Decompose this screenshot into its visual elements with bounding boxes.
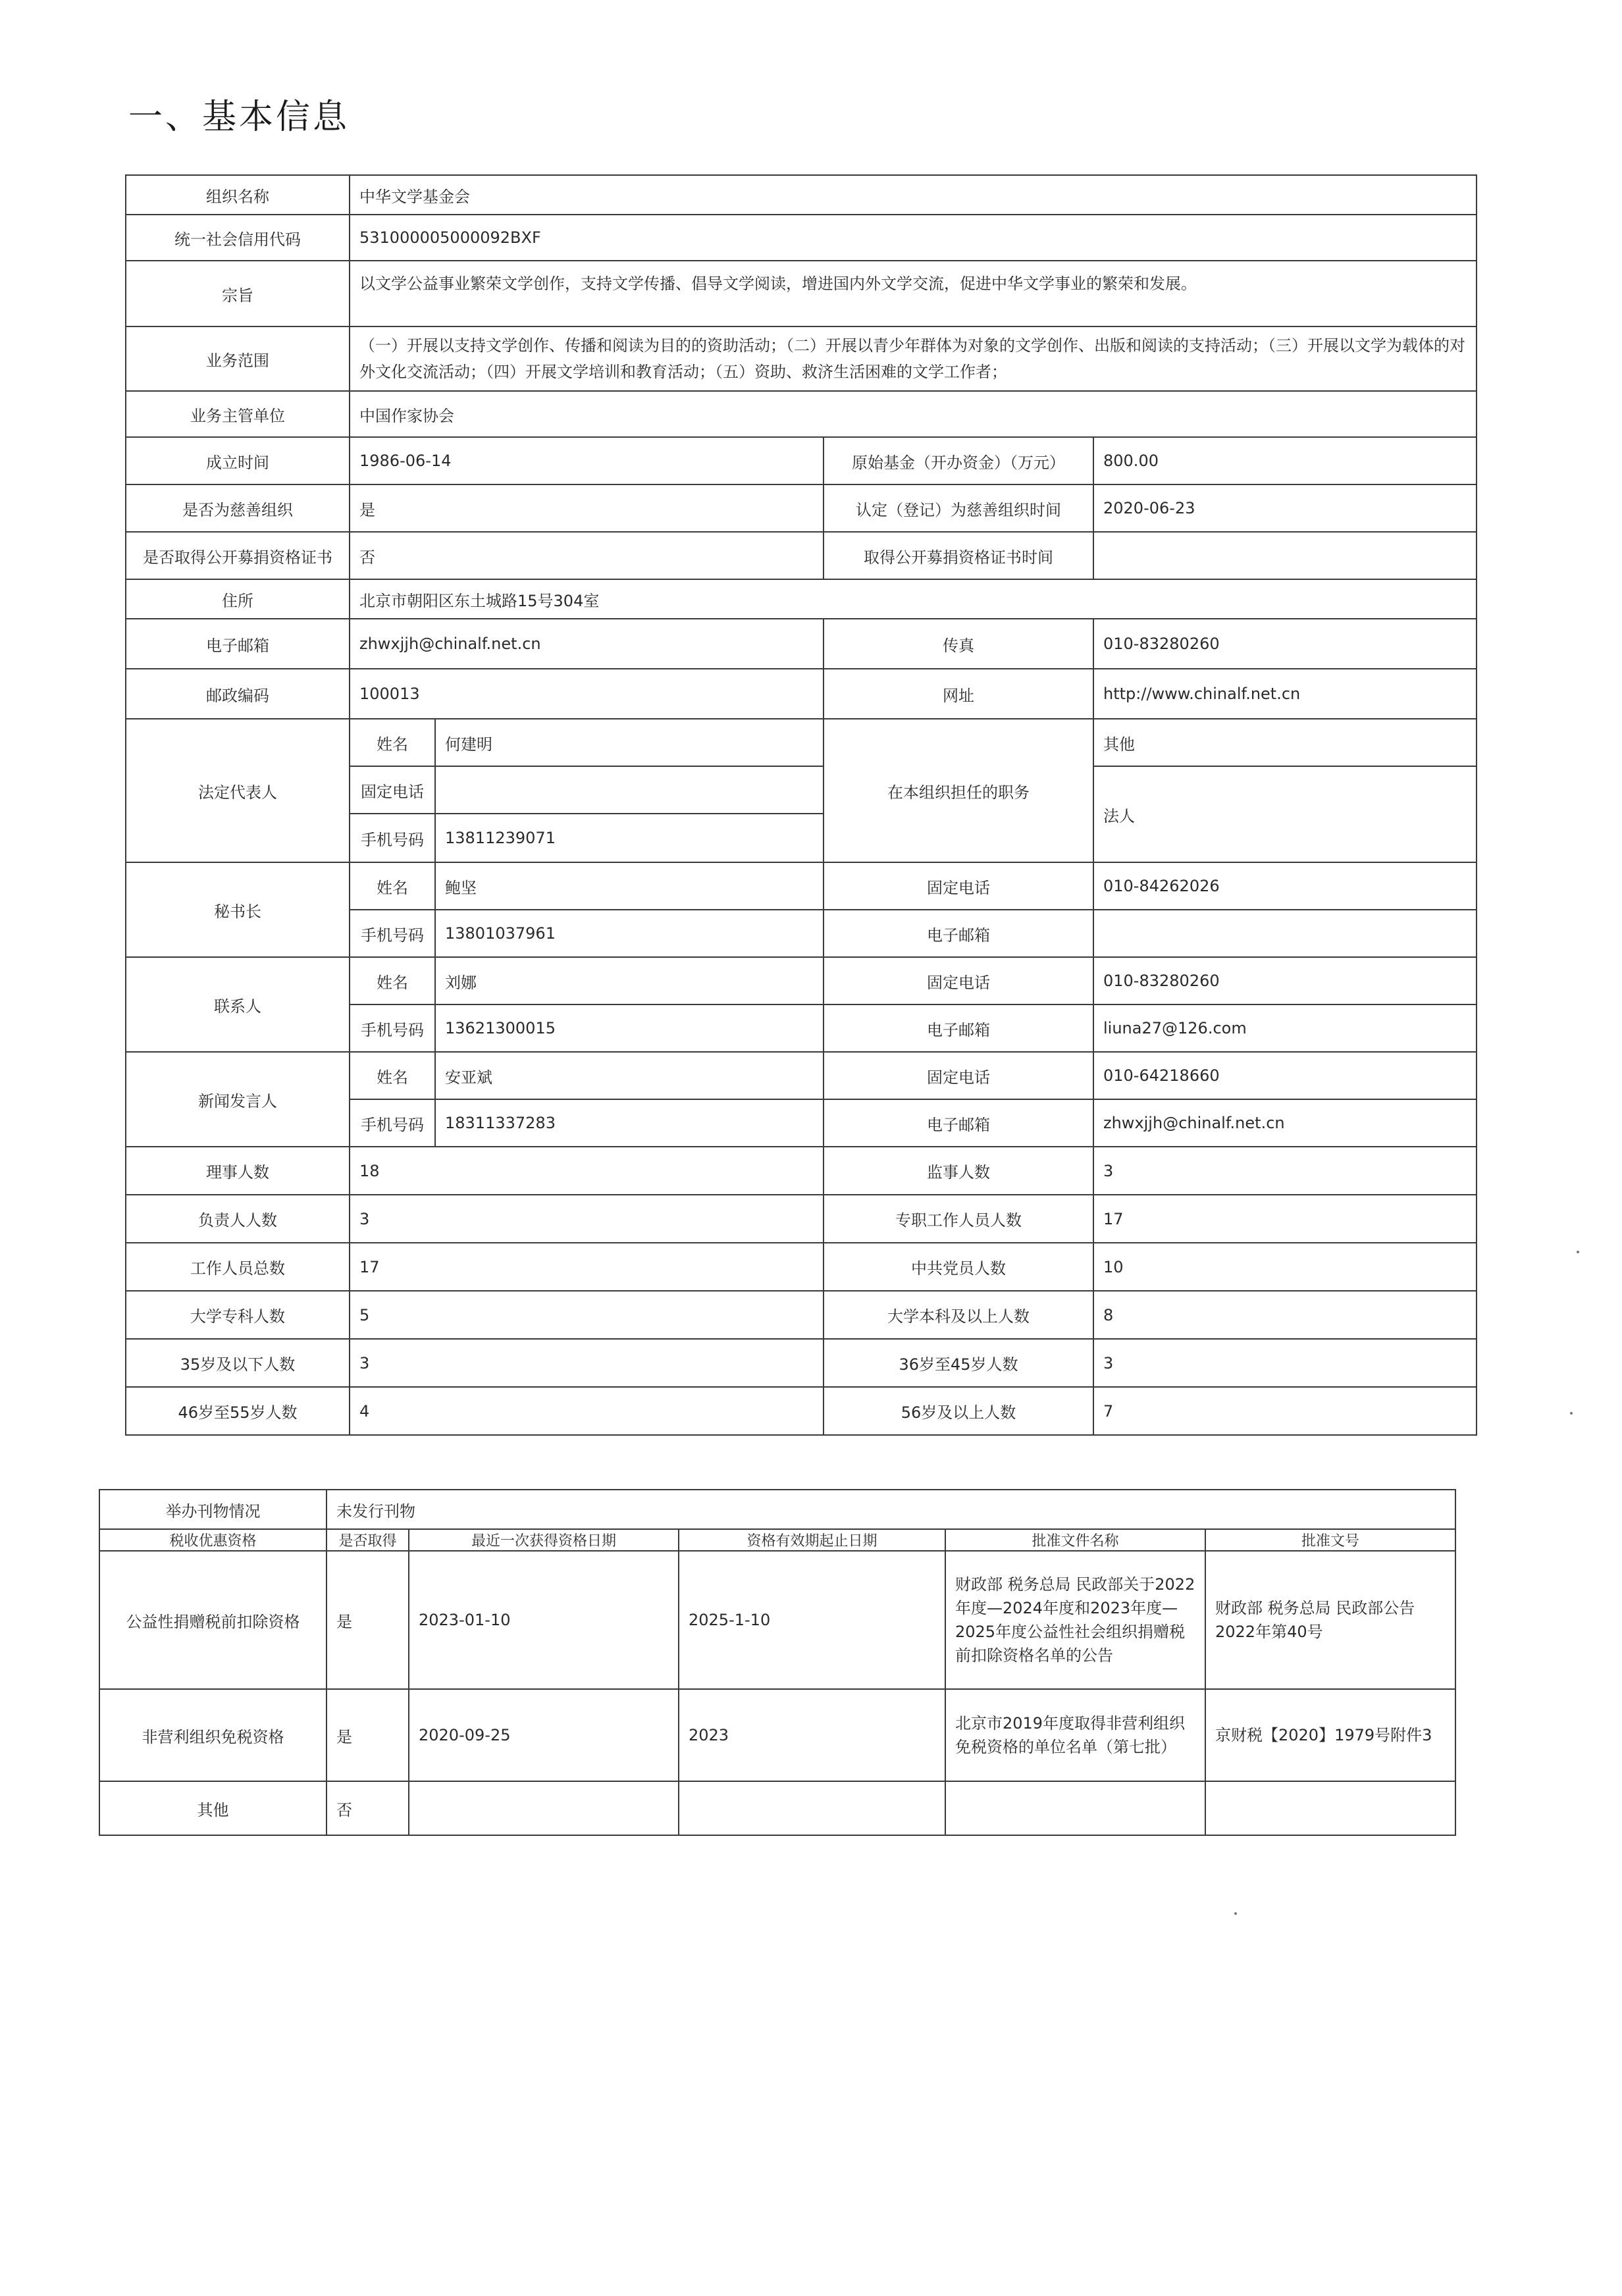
spokesperson-email-label: 电子邮箱 <box>824 1099 1093 1147</box>
address-value: 北京市朝阳区东土城路15号304室 <box>350 579 1477 619</box>
public-cert-value: 否 <box>350 532 824 579</box>
legal-rep-mobile-value: 13811239071 <box>435 814 824 862</box>
fulltime-count-value: 17 <box>1093 1195 1477 1243</box>
scope-label: 业务范围 <box>126 326 350 391</box>
address-label: 住所 <box>126 579 350 619</box>
website-label: 网址 <box>824 669 1093 719</box>
fund-label: 原始基金（开办资金）（万元） <box>824 437 1093 484</box>
tax-row-valid: 2025-1-10 <box>679 1551 945 1689</box>
spokesperson-phone-label: 固定电话 <box>824 1052 1093 1099</box>
founded-label: 成立时间 <box>126 437 350 484</box>
age35-count-value: 3 <box>350 1339 824 1387</box>
tax-row-obtained: 是 <box>327 1689 409 1781</box>
scope-value: （一）开展以支持文学创作、传播和阅读为目的的资助活动；（二）开展以青少年群体为对象的文学创作、出版和阅读的支持活动；（三）开展以文学为载体的对外文化交流活动；（四）开展文学培训和教育活动；（五）资助、救济生活困难的文学工作者； <box>350 326 1477 391</box>
fax-value: 010-83280260 <box>1093 619 1477 669</box>
bachelor-count-label: 大学本科及以上人数 <box>824 1291 1093 1339</box>
age35-count-label: 35岁及以下人数 <box>126 1339 350 1387</box>
charity-date-value: 2020-06-23 <box>1093 484 1477 532</box>
tax-row-doc: 财政部 税务总局 民政部关于2022年度—2024年度和2023年度—2025年度公益性社会组织捐赠税前扣除资格名单的公告 <box>945 1551 1205 1689</box>
legal-rep-phone-value <box>435 766 824 814</box>
email-value: zhwxjjh@chinalf.net.cn <box>350 619 824 669</box>
contact-name-value: 刘娜 <box>435 957 824 1004</box>
party-count-value: 10 <box>1093 1243 1477 1291</box>
principal-count-value: 3 <box>350 1195 824 1243</box>
secretary-phone-value: 010-84262026 <box>1093 862 1477 910</box>
table-row <box>99 1781 1455 1835</box>
legal-rep-name-label: 姓名 <box>350 719 435 766</box>
email-label: 电子邮箱 <box>126 619 350 669</box>
tax-header-number: 批准文号 <box>1205 1529 1455 1551</box>
tax-header-type: 税收优惠资格 <box>99 1529 327 1551</box>
tax-header-valid: 资格有效期起止日期 <box>679 1529 945 1551</box>
legal-rep-phone-label: 固定电话 <box>350 766 435 814</box>
website-value: http://www.chinalf.net.cn <box>1093 669 1477 719</box>
secretary-email-label: 电子邮箱 <box>824 910 1093 957</box>
tax-row-obtained: 是 <box>327 1551 409 1689</box>
public-cert-date-label: 取得公开募捐资格证书时间 <box>824 532 1093 579</box>
council-count-value: 18 <box>350 1147 824 1195</box>
legal-rep-duty-value: 法人 <box>1093 766 1477 862</box>
contact-name-label: 姓名 <box>350 957 435 1004</box>
secretary-label: 秘书长 <box>126 862 350 957</box>
charity-value: 是 <box>350 484 824 532</box>
age56-count-label: 56岁及以上人数 <box>824 1387 1093 1435</box>
fax-label: 传真 <box>824 619 1093 669</box>
principal-count-label: 负责人人数 <box>126 1195 350 1243</box>
postcode-value: 100013 <box>350 669 824 719</box>
basic-info-table <box>125 174 1477 1436</box>
tax-row-number <box>1205 1781 1455 1835</box>
table-row <box>99 1689 1455 1781</box>
purpose-value: 以文学公益事业繁荣文学创作，支持文学传播、倡导文学阅读，增进国内外文学交流，促进中华文学事业的繁荣和发展。 <box>350 261 1477 326</box>
tax-row-name: 公益性捐赠税前扣除资格 <box>99 1551 327 1689</box>
tax-row-doc <box>945 1781 1205 1835</box>
scan-speck <box>1577 1251 1579 1253</box>
secretary-email-value <box>1093 910 1477 957</box>
credit-code-label: 统一社会信用代码 <box>126 215 350 261</box>
council-count-label: 理事人数 <box>126 1147 350 1195</box>
supervisor-value: 中国作家协会 <box>350 391 1477 437</box>
party-count-label: 中共党员人数 <box>824 1243 1093 1291</box>
spokesperson-name-label: 姓名 <box>350 1052 435 1099</box>
supervisor-count-value: 3 <box>1093 1147 1477 1195</box>
founded-value: 1986-06-14 <box>350 437 824 484</box>
postcode-label: 邮政编码 <box>126 669 350 719</box>
tax-row-number: 京财税【2020】1979号附件3 <box>1205 1689 1455 1781</box>
spokesperson-mobile-label: 手机号码 <box>350 1099 435 1147</box>
college-count-label: 大学专科人数 <box>126 1291 350 1339</box>
total-staff-value: 17 <box>350 1243 824 1291</box>
tax-row-date <box>409 1781 679 1835</box>
age46-55-count-label: 46岁至55岁人数 <box>126 1387 350 1435</box>
tax-header-obtained: 是否取得 <box>327 1529 409 1551</box>
age46-55-count-value: 4 <box>350 1387 824 1435</box>
periodical-label: 举办刊物情况 <box>99 1490 327 1529</box>
public-cert-label: 是否取得公开募捐资格证书 <box>126 532 350 579</box>
supervisor-label: 业务主管单位 <box>126 391 350 437</box>
secretary-name-value: 鲍坚 <box>435 862 824 910</box>
legal-rep-name-value: 何建明 <box>435 719 824 766</box>
tax-table <box>99 1489 1456 1836</box>
total-staff-label: 工作人员总数 <box>126 1243 350 1291</box>
secretary-phone-label: 固定电话 <box>824 862 1093 910</box>
tax-row-obtained: 否 <box>327 1781 409 1835</box>
spokesperson-label: 新闻发言人 <box>126 1052 350 1147</box>
contact-label: 联系人 <box>126 957 350 1052</box>
tax-header-date: 最近一次获得资格日期 <box>409 1529 679 1551</box>
periodical-value: 未发行刊物 <box>327 1490 1455 1529</box>
spokesperson-name-value: 安亚斌 <box>435 1052 824 1099</box>
tax-row-valid <box>679 1781 945 1835</box>
supervisor-count-label: 监事人数 <box>824 1147 1093 1195</box>
age56-count-value: 7 <box>1093 1387 1477 1435</box>
contact-phone-value: 010-83280260 <box>1093 957 1477 1004</box>
tax-row-name: 其他 <box>99 1781 327 1835</box>
org-name-value: 中华文学基金会 <box>350 175 1477 215</box>
tax-row-doc: 北京市2019年度取得非营利组织免税资格的单位名单（第七批） <box>945 1689 1205 1781</box>
tax-row-valid: 2023 <box>679 1689 945 1781</box>
public-cert-date-value <box>1093 532 1477 579</box>
spokesperson-phone-value: 010-64218660 <box>1093 1052 1477 1099</box>
tax-row-date: 2023-01-10 <box>409 1551 679 1689</box>
contact-mobile-label: 手机号码 <box>350 1004 435 1052</box>
legal-rep-mobile-label: 手机号码 <box>350 814 435 862</box>
fulltime-count-label: 专职工作人员人数 <box>824 1195 1093 1243</box>
age36-45-count-label: 36岁至45岁人数 <box>824 1339 1093 1387</box>
bachelor-count-value: 8 <box>1093 1291 1477 1339</box>
tax-row-number: 财政部 税务总局 民政部公告2022年第40号 <box>1205 1551 1455 1689</box>
scan-speck <box>1570 1412 1573 1415</box>
legal-rep-duty-label: 在本组织担任的职务 <box>824 719 1093 862</box>
tax-row-name: 非营利组织免税资格 <box>99 1689 327 1781</box>
secretary-name-label: 姓名 <box>350 862 435 910</box>
secretary-mobile-label: 手机号码 <box>350 910 435 957</box>
secretary-mobile-value: 13801037961 <box>435 910 824 957</box>
age36-45-count-value: 3 <box>1093 1339 1477 1387</box>
scan-speck <box>1234 1912 1237 1915</box>
contact-phone-label: 固定电话 <box>824 957 1093 1004</box>
legal-rep-duty-other: 其他 <box>1093 719 1477 766</box>
spokesperson-mobile-value: 18311337283 <box>435 1099 824 1147</box>
contact-email-label: 电子邮箱 <box>824 1004 1093 1052</box>
table-row <box>99 1551 1455 1689</box>
spokesperson-email-value: zhwxjjh@chinalf.net.cn <box>1093 1099 1477 1147</box>
contact-email-value: liuna27@126.com <box>1093 1004 1477 1052</box>
tax-row-date: 2020-09-25 <box>409 1689 679 1781</box>
fund-value: 800.00 <box>1093 437 1477 484</box>
org-name-label: 组织名称 <box>126 175 350 215</box>
purpose-label: 宗旨 <box>126 261 350 326</box>
charity-label: 是否为慈善组织 <box>126 484 350 532</box>
legal-rep-label: 法定代表人 <box>126 719 350 862</box>
section-title: 一、基本信息 <box>128 97 350 137</box>
credit-code-value: 531000005000092BXF <box>350 215 1477 261</box>
tax-header-doc: 批准文件名称 <box>945 1529 1205 1551</box>
contact-mobile-value: 13621300015 <box>435 1004 824 1052</box>
college-count-value: 5 <box>350 1291 824 1339</box>
charity-date-label: 认定（登记）为慈善组织时间 <box>824 484 1093 532</box>
